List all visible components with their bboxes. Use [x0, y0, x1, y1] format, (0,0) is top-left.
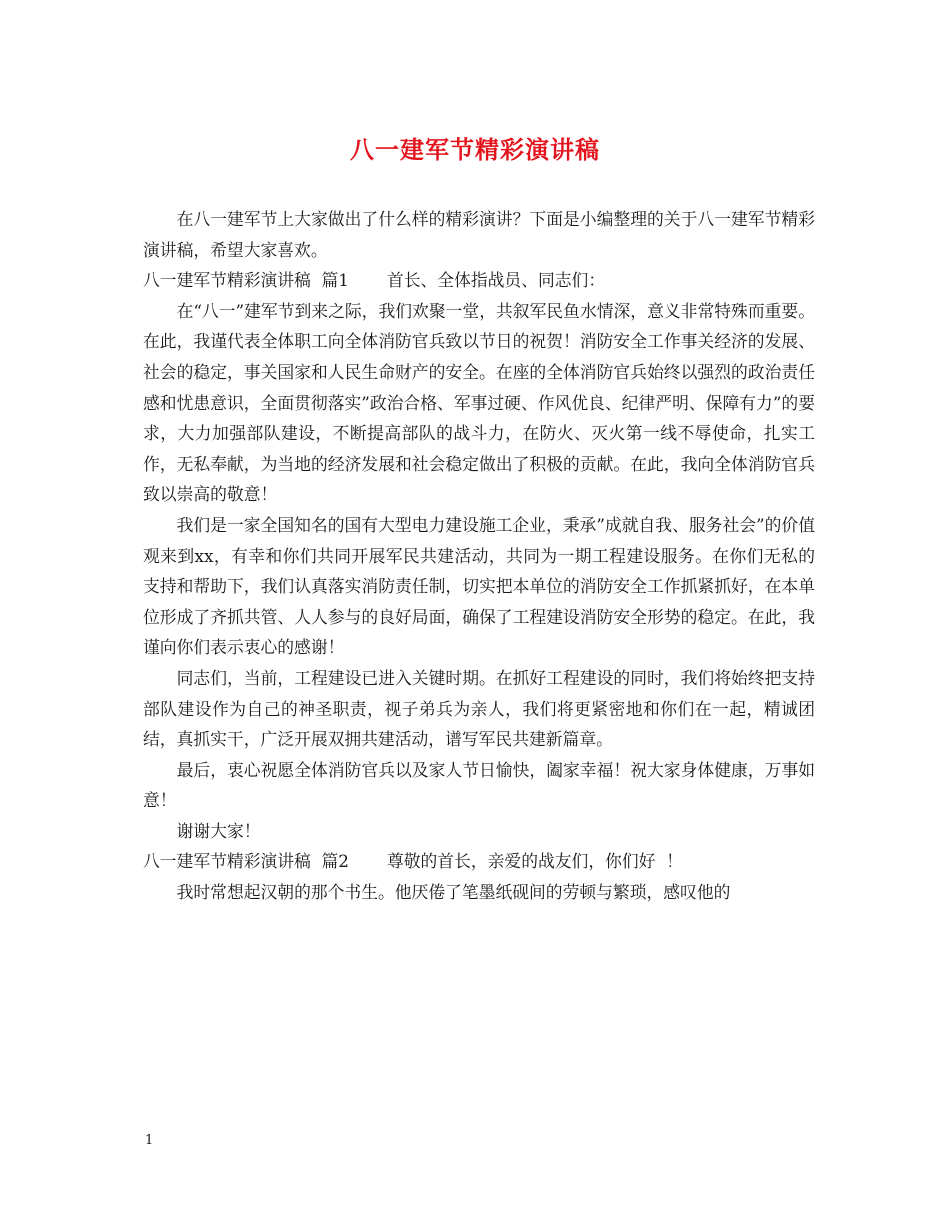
intro-paragraph: 在八一建军节上大家做出了什么样的精彩演讲？下面是小编整理的关于八一建军节精彩演讲稿，希望大家喜欢。: [143, 209, 815, 260]
section-2-heading-line: [143, 846, 815, 877]
section-1-paragraph: 在“八一”建军节到来之际，我们欢聚一堂，共叙军民鱼水情深，意义非常特殊而重要。在此，我谨代表全体职工向全体消防官兵致以节日的祝贺！消防安全工作事关经济的发展、社会的稳定，事关国家和人民生命财产的安全。在座的全体消防官兵始终以强烈的政治责任感和忧患意识，全面贯彻落实”政治合格、军事过硬、作风优良、纪律严明、保障有力”的要求，大力加强部队建设，不断提高部队的战斗力，在防火、灭火第一线不辱使命，扎实工作，无私奉献，为当地的经济发展和社会稳定做出了积极的贡献。在此，我向全体消防官兵致以崇高的敬意！: [143, 300, 815, 505]
section-2-paragraph: 我时常想起汉朝的那个书生。他厌倦了笔墨纸砚间的劳顿与繁琐，感叹他的: [176, 882, 731, 903]
section-1-heading-line: [143, 265, 815, 296]
document-title: 八一建军节精彩演讲稿: [350, 135, 600, 164]
document-body: [143, 204, 815, 908]
section-1-paragraph: 最后，衷心祝愿全体消防官兵以及家人节日愉快，阖家幸福！祝大家身体健康，万事如意！: [143, 759, 815, 811]
section-2-greeting: 尊敬的首长，亲爱的战友们，你们好 ！: [386, 851, 683, 872]
page-number: 1: [145, 1133, 154, 1148]
section-1-greeting: 首长、全体指战员、同志们：: [386, 270, 606, 291]
section-2-heading: 八一建军节精彩演讲稿 篇2: [143, 851, 349, 872]
section-1-paragraph: 我们是一家全国知名的国有大型电力建设施工企业，秉承”成就自我、服务社会”的价值观来到xx，有幸和你们共同开展军民共建活动，共同为一期工程建设服务。在你们无私的支持和帮助下，我们认真落实消防责任制，切实把本单位的消防安全工作抓紧抓好，在本单位形成了齐抓共管、人人参与的良好局面，确保了工程建设消防安全形势的稳定。在此，我谨向你们表示衷心的感谢！: [143, 514, 815, 658]
section-1-paragraph: 同志们，当前，工程建设已进入关键时期。在抓好工程建设的同时，我们将始终把支持部队建设作为自己的神圣职责，视子弟兵为亲人，我们将更紧密地和你们在一起，精诚团结，真抓实干，广泛开展双拥共建活动，谱写军民共建新篇章。: [143, 667, 815, 750]
section-1-heading: 八一建军节精彩演讲稿 篇1: [143, 270, 349, 291]
section-1-closing: 谢谢大家！: [176, 820, 261, 841]
